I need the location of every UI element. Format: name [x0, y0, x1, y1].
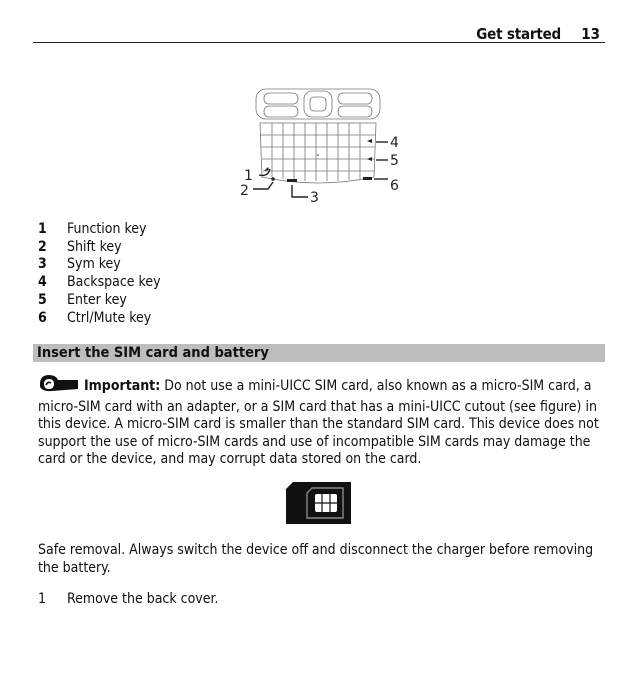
keypad-callout-3: 3 — [310, 190, 319, 206]
key-legend — [38, 221, 161, 327]
mini-uicc-sim-figure — [285, 481, 352, 525]
keypad-callout-1: 1 — [244, 168, 253, 184]
legend-item: 1 Function key — [38, 221, 147, 237]
keypad-callout-5: 5 — [390, 153, 399, 169]
important-notice — [38, 373, 604, 469]
legend-item: 2 Shift key — [38, 238, 122, 255]
keypad-callout-4: 4 — [390, 135, 399, 151]
safe-removal-text: Safe removal. Always switch the device off and disconnect the charger before removing the battery. — [38, 542, 594, 576]
legend-item: 6 Ctrl/Mute key — [38, 309, 152, 326]
step-text: Remove the back cover. — [67, 591, 219, 607]
step-number: 1 — [38, 591, 47, 607]
keypad-callout-6: 6 — [390, 178, 399, 194]
section-heading: Insert the SIM card and battery — [33, 344, 605, 362]
important-label: Important: — [84, 378, 161, 394]
keypad-callout-2: 2 — [240, 183, 249, 199]
chapter-title: Get started — [476, 25, 561, 43]
legend-item: 5 Enter key — [38, 291, 127, 308]
page-number: 13 — [581, 25, 600, 43]
step-item — [38, 591, 218, 607]
legend-item: 3 Sym key — [38, 256, 121, 273]
keypad-diagram — [236, 85, 406, 207]
warning-hand-icon — [38, 373, 80, 399]
legend-item: 4 Backspace key — [38, 274, 161, 291]
important-text: Do not use a mini-UICC SIM card, also known as a micro-SIM card, a micro-SIM card with an adapter, or a SIM card that has a mini-UICC cutout (see figure) in this device. A micro-SIM card is smaller than the standard SIM card. This device does not support the use of micro-SIM cards and use of incompatible SIM cards may damage the card or the device, and may corrupt data stored on the card. — [38, 378, 599, 468]
page-header — [33, 22, 605, 43]
